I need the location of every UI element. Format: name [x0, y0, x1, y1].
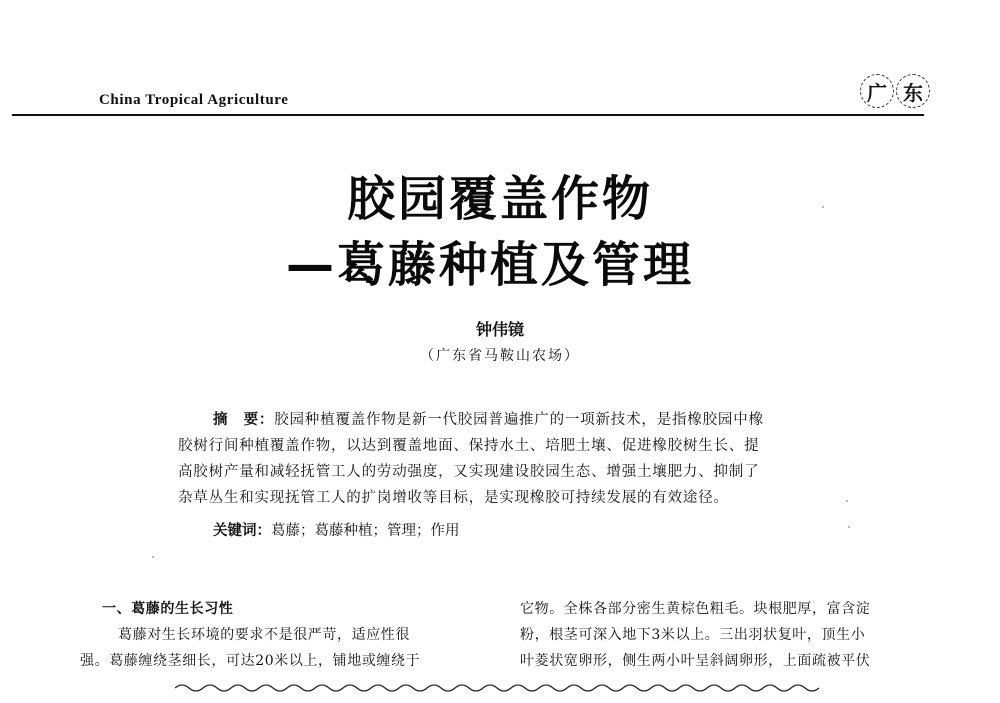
- author-affiliation: （广东省马鞍山农场）: [420, 348, 580, 364]
- abstract-line: 杂草丛生和实现抚管工人的扩岗增收等目标，是实现橡胶可持续发展的有效途径。: [178, 490, 729, 506]
- body-line: 它物。全株各部分密生黄棕色粗毛。块根肥厚，富含淀: [520, 601, 871, 617]
- header-rule: [12, 114, 924, 116]
- keywords: [213, 519, 460, 540]
- province-badge-1: 广: [860, 74, 894, 108]
- scan-speck: [848, 526, 850, 528]
- abstract-line: 胶树行间种植覆盖作物，以达到覆盖地面、保持水土、培肥土壤、促进橡胶树生长、提: [178, 438, 760, 454]
- body-line: 强。葛藤缠绕茎细长，可达20米以上，铺地或缠绕于: [80, 653, 421, 669]
- journal-name: China Tropical Agriculture: [99, 92, 289, 108]
- abstract-text: 胶园种植覆盖作物是新一代胶园普遍推广的一项新技术，是指橡胶园中橡: [274, 412, 764, 428]
- keywords-text: 葛藤；葛藤种植；管理；作用: [271, 523, 460, 539]
- body-line: 叶菱状宽卵形，侧生两小叶呈斜阔卵形，上面疏被平伏: [520, 653, 871, 669]
- article-title-line-2: —葛藤种植及管理: [285, 237, 694, 293]
- abstract-label: 摘 要：: [213, 412, 275, 428]
- scan-speck: [152, 556, 154, 558]
- section-heading: 一、葛藤的生长习性: [102, 601, 234, 617]
- body-line: 葛藤对生长环境的要求不是很严苛，适应性很: [118, 627, 410, 643]
- keywords-label: 关键词：: [213, 523, 271, 539]
- wavy-footer-rule: [175, 682, 825, 694]
- abstract: [178, 407, 828, 511]
- province-badges: [860, 74, 930, 108]
- scan-speck: [846, 500, 848, 502]
- body-column-left: [80, 596, 492, 674]
- abstract-line: [178, 407, 828, 433]
- author-name: 钟伟镜: [475, 320, 524, 339]
- province-badge-2: 东: [896, 74, 930, 108]
- body-line: 粉，根茎可深入地下3米以上。三出羽状复叶，顶生小: [520, 627, 866, 643]
- scan-speck: [822, 206, 824, 208]
- abstract-line: 高胶树产量和减轻抚管工人的劳动强度，又实现建设胶园生态、增强土壤肥力、抑制了: [178, 464, 760, 480]
- article-title-line-1: 胶园覆盖作物: [346, 171, 653, 227]
- body-column-right: [520, 596, 920, 674]
